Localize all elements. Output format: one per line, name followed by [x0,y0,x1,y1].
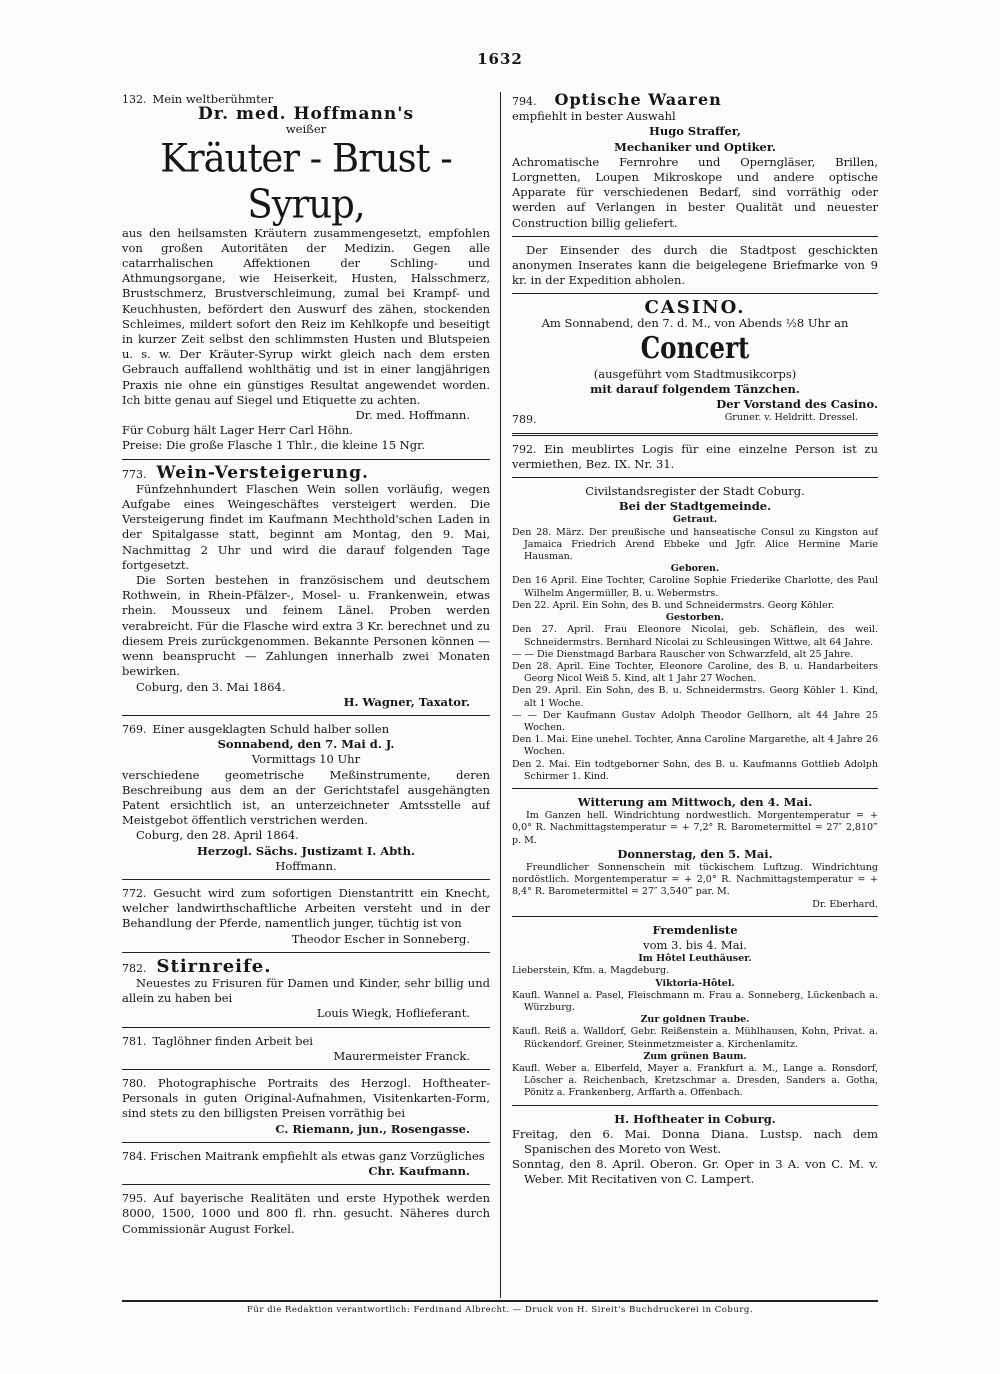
ad-instruments-sale [122,720,490,880]
civil-entry: Den 27. April. Frau Eleonore Nicolai, geb. Schäflein, des weil. Schneidermstrs. Bernhard Nicolai zu Schleusingen Wittwe, alt 64 Jahre. [512,624,878,648]
civil-entry: Den 1. Mai. Eine unehel. Tochter, Anna Caroline Margarethe, alt 4 Jahre 26 Wochen. [512,734,878,758]
ad-body: Taglöhner finden Arbeit bei [152,1033,313,1048]
weather-signature: Dr. Eberhard. [812,898,878,910]
ad-brand-name: Dr. med. Hoffmann's [197,104,415,125]
ad-wine-auction [122,464,490,716]
casino-concert: Concert [640,330,750,366]
casino-board: Der Vorstand des Casino. [716,397,878,412]
ad-title: Stirnreife. [156,955,272,977]
casino-date: Am Sonnabend, den 7. d. M., von Abends ½8 Uhr an [541,315,849,330]
ad-optical-goods [512,90,878,237]
ad-signature: Chr. Kaufmann. [368,1163,470,1178]
civil-entry: — — Der Kaufmann Gustav Adolph Theodor Gellhorn, alt 44 Jahre 25 Wochen. [512,709,878,733]
theater-entry: Sonntag, den 8. April. Oberon. Gr. Oper in 3 A. von C. M. v. Weber. Mit Recitativen von C. Lampert. [512,1157,878,1187]
casino-names: Gruner. v. Heldritt. Dressel. [724,412,858,424]
civil-entry: Den 22. April. Ein Sohn, des B. und Schneidermstrs. Georg Köhler. [512,599,835,611]
guest-list [512,921,878,1106]
ad-body: verschiedene geometrische Meßinstrumente, deren Beschreibung aus dem an der Gerichtstafel ausgehängten Patent ersichtlich ist, an unterzeichneter Amtsstelle auf Meistgebot öffentlich verstrichen werden. [122,767,490,828]
ad-intro: Mein weltberühmter [152,92,274,106]
ad-day-labourers [122,1032,490,1070]
ad-intro: empfiehlt in bester Auswahl [512,109,676,124]
ad-signature: Maurermeister Franck. [333,1048,470,1063]
ad-number: 794. [512,95,537,108]
ad-number: 784. [122,1149,147,1163]
ad-date-line: Sonnabend, den 7. Mai d. J. [217,737,395,752]
ad-number: 795. [122,1192,147,1206]
guests-entry: Kaufl. Reiß a. Walldorf, Gebr. Reißenstein a. Mühlhausen, Kohn, Privat. a. Rückendorf. Greiner, Steinmetzmeister a. Kirchenlamitz. [512,1026,878,1050]
ad-number: 781. [122,1034,147,1048]
ad-body: Auf bayerische Realitäten und erste Hypothek werden 8000, 1500, 1000 und 800 fl. rhn. gesucht. Näheres durch Commissionär August Forkel. [122,1191,490,1236]
civil-register [512,482,878,789]
ad-signature: Louis Wiegk, Hoflieferant. [316,1006,470,1021]
civil-entry: Den 29. April. Ein Sohn, des B. u. Schneidermstrs. Georg Köhler 1. Kind, alt 1 Woche. [512,685,878,709]
ad-title: Optische Waaren [554,90,722,109]
civil-entry: Den 16 April. Eine Tochter, Caroline Sophie Friederike Charlotte, des Paul Wilhelm Angermüller, B. u. Webermstrs. [512,575,878,599]
ad-mortgage [122,1189,490,1242]
civil-heading-married: Getraut. [672,514,718,526]
ad-number: 772. [122,886,147,900]
civil-entry: — — Die Dienstmagd Barbara Rauscher von Schwarzfeld, alt 25 Jahre. [512,648,854,660]
ad-trade: Mechaniker und Optiker. [614,139,776,154]
ad-number: 782. [122,961,147,975]
civil-heading-born: Geboren. [670,563,720,575]
ad-maitrank [122,1147,490,1185]
civil-entry: Den 28. April. Eine Tochter, Eleonore Caroline, des B. u. Handarbeiters Georg Nicol Weiß 5. Kind, alt 1 Jahr 27 Wochen. [512,660,878,685]
guests-title: Fremdenliste [652,922,738,937]
civil-subtitle: Bei der Stadtgemeinde. [618,499,772,514]
ad-number: 780. [122,1076,147,1090]
ad-body: aus den heilsamsten Kräutern zusammengesetzt, empfohlen von großen Autoritäten der Medizin. Gegen alle catarrhalischen Affektionen der Schling- und Athmungsorgane, wie Heiserkeit, Husten, Halsschmerz, Brustschmerz, Brustverschleimung, zumal bei Krampf- und Keuchhusten, befördert den Auswurf des zähen, stockenden Schleimes, mildert sofort den Reiz im Kehlkopfe und beseitigt in kurzer Zeit selbst den schlimmsten Husten und Blutspeien u. s. w. Der Kräuter-Syrup wirkt gleich nach dem ersten Gebrauch auffallend wohlthätig und ist in einer langjährigen Praxis nie ohne ein günstiges Resultat angewendet worden. Ich bitte genau auf Siegel und Etiquette zu achten. [122,225,490,407]
left-column [122,90,490,1300]
ad-kraeuter-syrup [122,90,490,460]
ad-casino-concert [512,298,878,435]
guests-hotel: Zum grünen Baum. [643,1050,747,1062]
ad-number: 792. [512,442,537,456]
ad-farmhand-wanted [122,884,490,953]
column-divider [500,92,501,1298]
ad-body: Achromatische Fernrohre und Operngläser, Brillen, Lorgnetten, Loupen Mikroskope und andere optische Apparate für verschiedenen Bedarf, sind vorräthig oder werden auf Verlangen in bester Qualität und neuester Construction billig geliefert. [512,154,878,230]
ad-prices: Preise: Die große Flasche 1 Thlr., die kleine 15 Ngr. [122,438,425,453]
ad-body: Neuestes zu Frisuren für Damen und Kinder, sehr billig und allein zu haben bei [122,975,490,1006]
ad-number: 769. [122,722,147,736]
casino-performer: (ausgeführt vom Stadtmusikcorps) [593,366,797,381]
ad-number: 132. [122,93,147,106]
guests-entry: Kaufl. Weber a. Elberfeld, Mayer a. Frankfurt a. M., Lange a. Ronsdorf, Löscher a. Reichenbach, Kretzschmar a. Dresden, Sanders a. Gotha, Pönitz a. Frankenberg, Arffarth a. Offenbach. [512,1063,878,1099]
guests-hotel: Im Hôtel Leuthäuser. [638,953,752,965]
guests-entry: Lieberstein, Kfm. a. Magdeburg. [512,965,670,977]
ad-body: Photographische Portraits des Herzogl. Hoftheater-Personals in guten Original-Aufnahmen, Visitenkarten-Form, sind stets zu den billigsten Preisen vorräthig bei [122,1075,490,1121]
ad-signature: H. Wagner, Taxator. [343,694,470,709]
ad-subtitle: weißer [285,122,327,137]
ad-portraits [122,1074,490,1143]
ad-office: Herzogl. Sächs. Justizamt I. Abth. [197,843,415,858]
ad-number: 773. [122,467,147,481]
theater-entry: Freitag, den 6. Mai. Donna Diana. Lustsp. nach dem Spanischen des Moreto von West. [512,1126,878,1157]
ad-body: Frischen Maitrank empfiehlt als etwas ganz Vorzügliches [150,1148,485,1163]
ad-signature: C. Riemann, jun., Rosengasse. [275,1121,470,1136]
ad-headbands [122,957,490,1028]
ad-signature: Hoffmann. [275,858,337,873]
ad-lodging [512,440,878,478]
weather-report [512,793,878,917]
ad-product-title: Kräuter - Brust - Syrup, [160,135,452,227]
civil-title: Civilstandsregister der Stadt Coburg. [585,484,805,499]
ad-body-2: Die Sorten bestehen in französischem und deutschem Rothwein, in Rhein-Pfälzer-, Mosel- u. Frankenwein, etwas rhein. Mousseux und feinem Länel. Proben werden verabreicht. Für die Flasche wird extra 3 Kr. berechnet und zu diesem Preis zurückgenommen. Bekannte Personen können — wenn beansprucht — Zahlungen innerhalb zwei Monaten bewirken. [122,573,490,679]
casino-title: CASINO. [644,297,746,319]
weather-body-2: Freundlicher Sonnenschein mit tückischem Luftzug. Windrichtung nordöstlich. Morgentemperatur = + 2,0° R. Nachmittagstemperatur = + 8,4° R. Barometermittel = 27″ 3,540‴ par. M. [512,861,878,898]
theater-title: H. Hoftheater in Coburg. [614,1111,776,1126]
ad-date: Coburg, den 28. April 1864. [136,828,299,843]
guests-hotel: Zur goldnen Traube. [640,1014,750,1026]
weather-title: Witterung am Mittwoch, den 4. Mai. [577,794,813,809]
civil-entry: Den 2. Mai. Ein todtgeborner Sohn, des B. u. Kaufmanns Gottlieb Adolph Schirmer 1. Kind. [512,758,878,782]
ad-body: Gesucht wird zum sofortigen Dienstantritt ein Knecht, welcher landwirthschaftliche Arbeiten versteht und in der Behandlung der Pferde, namentlich junger, tüchtig ist von [122,885,490,931]
ad-number: 789. [512,413,537,427]
imprint-footer: Für die Redaktion verantwortlich: Ferdinand Albrecht. — Druck von H. Sireit's Buchdruckerei in Coburg. [246,1305,754,1315]
ad-time-line: Vormittags 10 Uhr [251,752,361,767]
notice-stamp [512,241,878,295]
ad-merchant: Hugo Straffer, [648,124,742,139]
ad-date: Coburg, den 3. Mai 1864. [136,679,286,694]
guests-dates: vom 3. bis 4. Mai. [643,937,747,952]
theater-program [512,1110,878,1193]
ad-stockist: Für Coburg hält Lager Herr Carl Höhn. [122,423,353,438]
ad-title: Wein-Versteigerung. [156,462,369,483]
weather-body: Im Ganzen hell. Windrichtung nordwestlich. Morgentemperatur = + 0,0° R. Nachmittagstemperatur = + 7,2° R. Barometermittel = 27″ 2,810‴ p. M. [512,810,878,846]
bottom-rule [122,1300,878,1302]
ad-body: Ein meublirtes Logis für eine einzelne Person ist zu vermiethen, Bez. IX. Nr. 31. [512,441,878,471]
casino-dance: mit darauf folgendem Tänzchen. [590,382,800,397]
ad-intro: Einer ausgeklagten Schuld halber sollen [152,721,390,736]
guests-hotel: Viktoria-Hôtel. [655,977,735,989]
ad-signature: Theodor Escher in Sonneberg. [291,931,470,946]
civil-heading-died: Gestorben. [665,612,725,624]
page-number: 1632 [477,50,523,68]
civil-entry: Den 28. März. Der preußische und hanseatische Consul zu Kingston auf Jamaica Friedrich Arend Ebbeke und Jgfr. Alice Hermine Marie Hausman. [512,526,878,563]
ad-signature: Dr. med. Hoffmann. [355,408,470,423]
notice-body: Der Einsender des durch die Stadtpost geschickten anonymen Inserates kann die beigelegene Briefmarke von 9 kr. in der Expedition abholen. [512,242,878,288]
ad-body: Fünfzehnhundert Flaschen Wein sollen vorläufig, wegen Aufgabe eines Weingeschäftes versteigert werden. Die Versteigerung findet im Kaufmann Mechthold'schen Laden in der Spitalgasse statt, beginnt am Montag, den 9. Mai, Nachmittag 2 Uhr und wird die darauf folgenden Tage fortgesetzt. [122,481,490,572]
guests-entry: Kaufl. Wannel a. Pasel, Fleischmann m. Frau a. Sonneberg, Lückenbach a. Würzburg. [512,989,878,1013]
right-column [512,90,878,1300]
weather-title-2: Donnerstag, den 5. Mai. [617,846,773,861]
